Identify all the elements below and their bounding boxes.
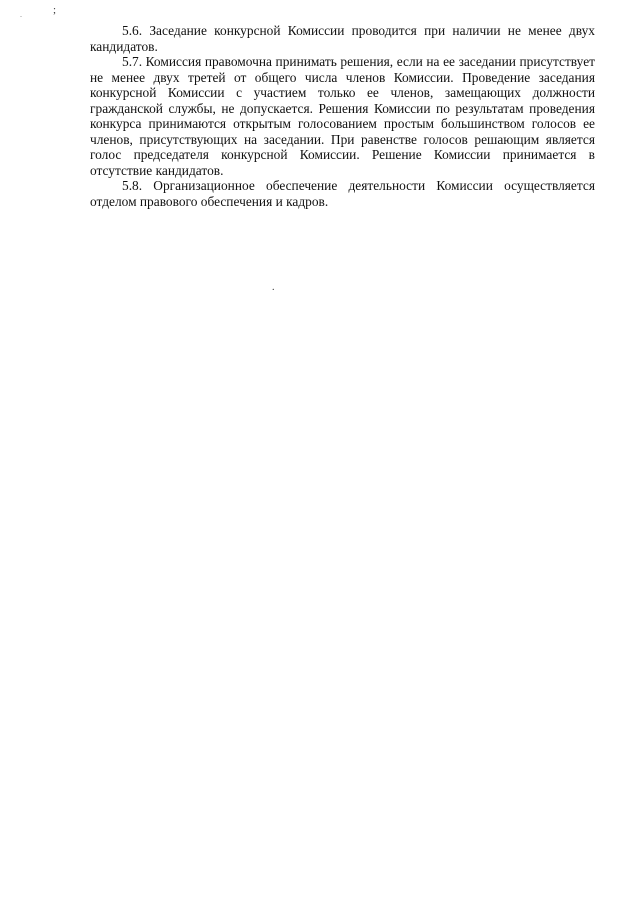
scan-artifact-left: . [20, 10, 22, 19]
document-body [90, 23, 595, 209]
scan-artifact-top: ; [53, 4, 57, 16]
paragraph-5-7: 5.7. Комиссия правомочна принимать решения, если на ее заседании присутствует не менее двух третей от общего числа членов Комиссии. Проведение заседания конкурсной Комиссии с участием только ее членов, замещающих должности гражданской службы, не допускается. Решения Комиссии по результатам проведения конкурса принимаются открытым голосованием простым большинством голосов ее членов, присутствующих на заседании. При равенстве голосов решающим является голос председателя конкурсной Комиссии. Решение Комиссии принимается в отсутствие кандидатов. [90, 54, 595, 178]
paragraph-5-6: 5.6. Заседание конкурсной Комиссии проводится при наличии не менее двух кандидатов. [90, 23, 595, 54]
scan-artifact-middle: . [272, 282, 275, 293]
paragraph-5-8: 5.8. Организационное обеспечение деятельности Комиссии осуществляется отделом правового обеспечения и кадров. [90, 178, 595, 209]
